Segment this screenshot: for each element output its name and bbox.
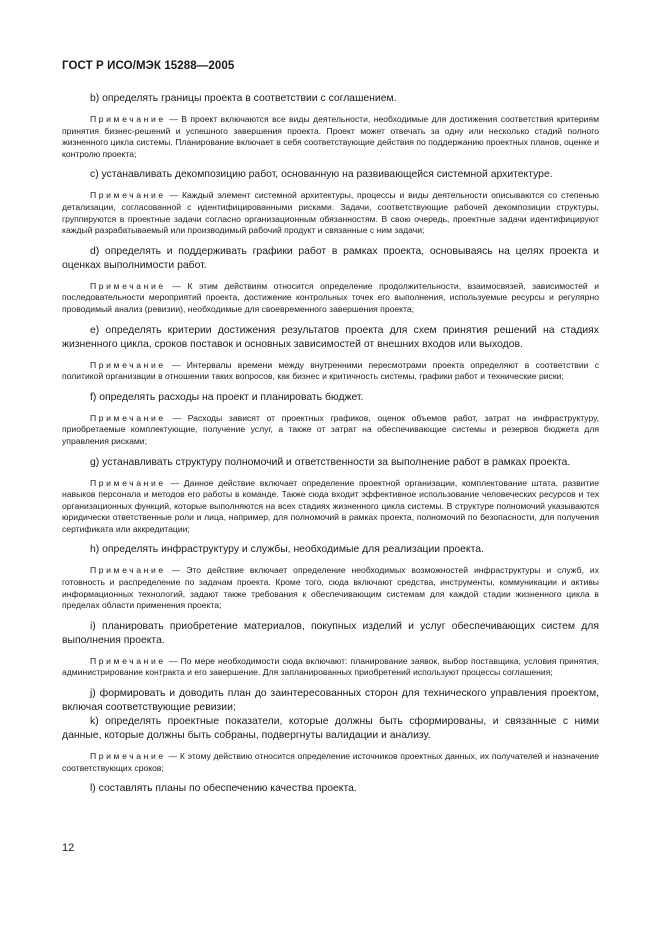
note-text: Интервалы времени между внутренними пересмотрами проекта определяют в соответствии с политикой организации в отношении таких вопросов, как бизнес и критичность системы, графики работ и технические риски;: [62, 359, 599, 382]
document-body: [62, 92, 599, 804]
note-text: В проект включаются все виды деятельности, необходимые для достижения соответствия критериям принятия бизнес-решений и успешного завершения проекта. Проект может отвечать за одну или несколько стадий полного жизненного цикла системы. Планирование включает в себя соответствующие действия по поддержанию проектных планов, оценке и контролю проекта;: [62, 114, 599, 159]
note-paragraph: [62, 190, 599, 236]
list-item: c) устанавливать декомпозицию работ, основанную на развивающейся системной архитектуре.: [90, 169, 553, 181]
note-label: Примечание: [90, 565, 166, 576]
note-label: Примечание: [90, 655, 166, 666]
list-item: k) определять проектные показатели, которые должны быть сформированы, и связанные с ними данные, которые должны быть собраны, подвергнуты валидации и анализу.: [62, 716, 599, 742]
note-paragraph: [62, 478, 599, 536]
note-label: Примечание: [90, 190, 166, 201]
note-label: Примечание: [90, 114, 166, 124]
note-label: Примечание: [90, 359, 166, 370]
list-item: d) определять и поддерживать графики работ в рамках проекта, основываясь на целях проекта и оценках выполнимости работ.: [62, 245, 599, 271]
note-text: Каждый элемент системной архитектуры, процессы и виды деятельности описываются со степенью детализации, согласованной с идентифицированными рисками. Задачи, соответствующие рабочей декомпозиции структуры, группируются в проектные задачи согласно организационным обязанностям. В свою очередь, проектные задачи идентифицируют каждый разрабатываемый или производимый рабочий продукт и связанные с ним задачи;: [62, 190, 599, 236]
list-item: l) составлять планы по обеспечению качества проекта.: [90, 783, 357, 795]
list-item: j) формировать и доводить план до заинтересованных сторон для технического управления проектом, включая соответствующие ревизии;: [62, 688, 599, 714]
note-paragraph: [62, 565, 599, 611]
list-item: b) определять границы проекта в соответствии с соглашением.: [90, 93, 397, 104]
note-dash: —: [165, 477, 184, 488]
note-dash: —: [165, 412, 188, 423]
note-text: К этим действиям относится определение продолжительности, взаимосвязей, зависимостей и последовательности мероприятий проекта, достижение контрольных точек его выполнения, используемые ресурсы и регулярно проводимый анализ (ревизии), необходимые для своевременного завершения проекта;: [62, 280, 599, 314]
page-number: 12: [62, 842, 75, 854]
note-dash: —: [165, 114, 182, 124]
note-paragraph: [62, 114, 599, 160]
note-paragraph: [62, 656, 599, 679]
note-text: По мере необходимости сюда включают: планирование заявок, выбор поставщика, условия принятия, администрирование контракта и его завершение. Для запланированных приобретений используют процессы соглашения;: [62, 655, 599, 678]
note-paragraph: [62, 360, 599, 383]
note-label: Примечание: [90, 751, 166, 762]
note-text: К этому действию относится определение источников проектных данных, их получателей и назначение соответствующих сроков;: [62, 751, 599, 773]
note-dash: —: [165, 565, 187, 576]
note-dash: —: [165, 280, 188, 291]
note-paragraph: [62, 281, 599, 316]
note-text: Данное действие включает определение проектной организации, комплектование штата, развитие навыков персонала и методов его работы в команде. Также сюда входит эффективное использование человеческих ресурсов и тех организационных функций, которые выполняются на всех стадиях жизненного цикла системы. В структуре полномочий указываются юридически ответственные роли и лица, например, для полномочий в рамках проекта, полномочий по безопасности, для получения сертификата или аккредитации;: [62, 477, 599, 534]
note-paragraph: [62, 751, 599, 774]
note-label: Примечание: [90, 280, 166, 291]
note-dash: —: [165, 751, 180, 762]
note-text: Расходы зависят от проектных графиков, оценок объемов работ, затрат на инфраструктуру, приобретаемые комплектующие, получение услуг, а также от затрат на обеспечивающие системы и резервов бюджета для управления рисками;: [62, 412, 600, 446]
note-dash: —: [165, 190, 182, 201]
note-label: Примечание: [90, 477, 166, 488]
note-paragraph: [62, 413, 599, 448]
note-text: Это действие включает определение необходимых возможностей инфраструктуры и служб, их готовность и распределение по задачам проекта. Кроме того, сюда включают средства, инструменты, коммуникации и активы информационных технологий, задают также требования к обеспечивающим системам для каждой стадии жизненного цикла в пределах области применения проекта;: [62, 565, 599, 611]
list-item: g) устанавливать структуру полномочий и ответственности за выполнение работ в рамках проекта.: [90, 456, 571, 468]
document-header: ГОСТ Р ИСО/МЭК 15288—2005: [62, 60, 235, 72]
note-dash: —: [165, 655, 181, 666]
list-item: f) определять расходы на проект и планировать бюджет.: [90, 391, 364, 403]
list-item: h) определять инфраструктуру и службы, необходимые для реализации проекта.: [90, 544, 484, 556]
note-dash: —: [165, 359, 187, 370]
list-item: i) планировать приобретение материалов, покупных изделий и услуг обеспечивающих систем для выполнения проекта.: [62, 620, 599, 646]
list-item: e) определять критерии достижения результатов проекта для схем принятия решений на стадиях жизненного цикла, сроков поставок и основных зависимостей от внешних входов или выходов.: [62, 324, 599, 350]
note-label: Примечание: [90, 412, 166, 423]
